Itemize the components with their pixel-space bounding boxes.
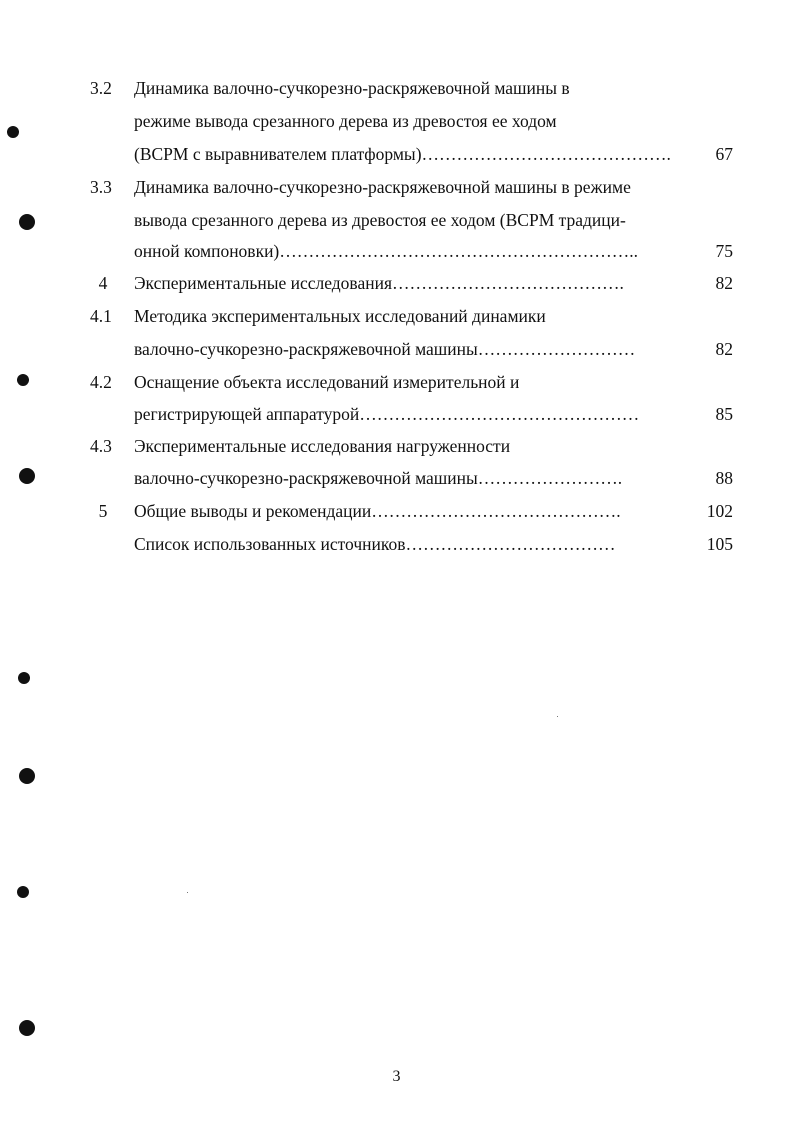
toc-entry-page: 82 [715, 339, 733, 359]
toc-entry-page: 82 [715, 273, 733, 293]
toc-entry-title: онной компоновки)…………………………………………………….. [134, 241, 639, 261]
toc-entry-page: 75 [715, 241, 733, 261]
punch-hole-icon [17, 886, 29, 898]
punch-hole-icon [19, 768, 35, 784]
toc-entry-number: 4 [98, 273, 108, 293]
toc-entry-number: 4.3 [90, 436, 112, 456]
toc-entry-number: 3.2 [90, 78, 112, 98]
toc-entry-title: Список использованных источников……………………………… [134, 534, 616, 554]
toc-entry-page: 67 [715, 144, 733, 164]
toc-entry-title: (ВСРМ с выравнивателем платформы)……………………………………. [134, 144, 671, 164]
punch-hole-icon [18, 672, 30, 684]
toc-entry-title: Методика экспериментальных исследований динамики [134, 306, 546, 326]
page-number: 3 [392, 1068, 401, 1085]
toc-entry-4-2 [0, 372, 793, 394]
toc-entry-number: 4.1 [90, 306, 112, 326]
toc-entry-title: вывода срезанного дерева из древостоя ее ходом (ВСРМ традици- [134, 210, 626, 230]
toc-entry-title: Экспериментальные исследования…………………………………. [134, 273, 624, 293]
toc-entry-3-2 [0, 78, 793, 100]
punch-hole-icon [19, 1020, 35, 1036]
toc-entry-title: режиме вывода срезанного дерева из древостоя ее ходом [134, 111, 557, 131]
toc-entry-title: Оснащение объекта исследований измерительной и [134, 372, 520, 392]
toc-entry-page: 88 [715, 468, 733, 488]
toc-entry-page: 85 [715, 404, 733, 424]
toc-entry-number: 4.2 [90, 372, 112, 392]
toc-entry-4 [0, 273, 793, 295]
toc-entry-3-3 [0, 177, 793, 199]
toc-entry-4-1 [0, 306, 793, 328]
toc-entry-title: валочно-сучкорезно-раскряжевочной машины……………………… [134, 339, 636, 359]
toc-entry-number: 5 [98, 501, 108, 521]
toc-entry-page: 102 [706, 501, 733, 521]
toc-entry-5 [0, 501, 793, 523]
toc-entry-references [0, 534, 793, 556]
toc-entry-title: Динамика валочно-сучкорезно-раскряжевочной машины в режиме [134, 177, 631, 197]
toc-entry-title: Экспериментальные исследования нагруженности [134, 436, 511, 456]
toc-entry-title: Динамика валочно-сучкорезно-раскряжевочной машины в [134, 78, 570, 98]
toc-entry-page: 105 [706, 534, 733, 554]
toc-entry-4-3 [0, 436, 793, 458]
toc-entry-title: Общие выводы и рекомендации……………………………………. [134, 501, 621, 521]
toc-entry-title: валочно-сучкорезно-раскряжевочной машины……………………. [134, 468, 623, 488]
toc-entry-title: регистрирующей аппаратурой………………………………………… [134, 404, 640, 424]
toc-entry-number: 3.3 [90, 177, 112, 197]
